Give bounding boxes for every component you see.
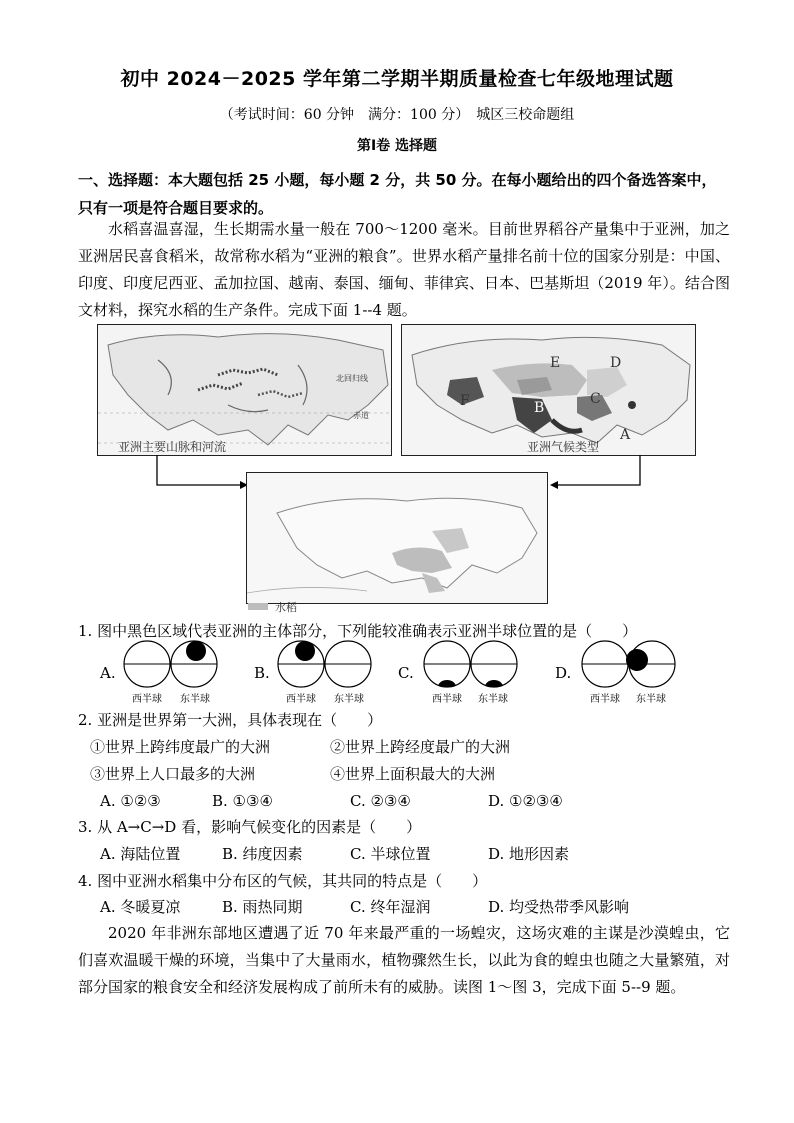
passage-rice: 水稻喜温喜湿，生长期需水量一般在 700～1200 毫米。目前世界稻谷产量集中于亚洲，加之亚洲居民喜食稻米，故常称水稻为“亚洲的粮食”。世界水稻产量排名前十位的国家分别是：中国、印度、印度尼西亚、孟加拉国、越南、泰国、缅甸、菲律宾、日本、巴基斯坦（2019 年）。结合图文材料，探究水稻的生产条件。完成下面 1--4 题。 (78, 220, 730, 319)
q2-item-3: ③世界上人口最多的大洲 (90, 765, 256, 783)
instructions: 一、选择题：本大题包括 25 小题，每小题 2 分，共 50 分。在每小题给出的四个备选答案中，只有一项是符合题目要求的。 (78, 171, 717, 217)
label-tropic: 北回归线 (336, 374, 368, 383)
asia-relief-illustration (98, 325, 391, 455)
q3-option-d: D. 地形因素 (488, 845, 570, 863)
q1-option-c-globes (422, 640, 518, 688)
page-title: 初中 2024－2025 学年第二学期半期质量检查七年级地理试题 (120, 68, 674, 90)
q1-option-c-label: C. (398, 664, 414, 682)
q1-option-b-globes (276, 640, 372, 688)
q1-option-d-label: D. (555, 664, 572, 682)
q1-b-east-label: 东半球 (334, 694, 364, 705)
climate-letter-d: D (610, 355, 622, 371)
question-2-stem: 2. 亚洲是世界第一大洲，具体表现在（ ） (78, 711, 383, 729)
q2-option-a: A. ①②③ (100, 792, 161, 810)
question-4-stem: 4. 图中亚洲水稻集中分布区的气候，其共同的特点是（ ） (78, 872, 488, 890)
exam-info: （考试时间：60 分钟 满分：100 分） 城区三校命题组 (219, 107, 575, 123)
question-1-stem: 1. 图中黑色区域代表亚洲的主体部分，下列能较准确表示亚洲半球位置的是（ ） (78, 622, 638, 640)
q4-option-c: C. 终年湿润 (350, 898, 431, 916)
climate-letter-b: B (534, 400, 545, 416)
left-map-caption: 亚洲主要山脉和河流 (118, 440, 227, 454)
q2-item-4: ④世界上面积最大的大洲 (330, 765, 496, 783)
asia-climate-illustration (402, 325, 695, 455)
climate-letter-f: F (460, 393, 470, 409)
q2-item-2: ②世界上跨经度最广的大洲 (330, 738, 511, 756)
q1-b-west-label: 西半球 (286, 694, 316, 705)
climate-letter-a: A (620, 427, 631, 443)
map-mountains-rivers (97, 324, 392, 456)
q3-option-b: B. 纬度因素 (222, 845, 303, 863)
label-equator: 赤道 (353, 411, 369, 420)
q4-option-b: B. 雨热同期 (222, 898, 303, 916)
q3-option-a: A. 海陆位置 (100, 845, 181, 863)
right-map-caption: 亚洲气候类型 (527, 440, 600, 454)
map-rice-distribution (246, 472, 548, 604)
q1-option-a-label: A. (100, 664, 116, 682)
q2-option-d: D. ①②③④ (488, 792, 563, 810)
q2-option-c: C. ②③④ (350, 792, 411, 810)
question-3-stem: 3. 从 A→C→D 看，影响气候变化的因素是（ ） (78, 818, 422, 836)
q2-item-1: ①世界上跨纬度最广的大洲 (90, 738, 271, 756)
legend-label-rice: 水稻 (275, 601, 297, 614)
q2-option-b: B. ①③④ (212, 792, 273, 810)
q1-option-d-globes (580, 640, 676, 688)
map-climate-types (401, 324, 696, 456)
passage-locust: 2020 年非洲东部地区遭遇了近 70 年来最严重的一场蝗灾，这场灾难的主谋是沙漠蝗虫，它们喜欢温暖干燥的环境，当集中了大量雨水，植物骤然生长，以此为食的蝗虫也随之大量繁殖，对部分国家的粮食安全和经济发展构成了前所未有的威胁。读图 1～图 3，完成下面 5--9 题。 (78, 924, 730, 996)
q1-d-east-label: 东半球 (636, 694, 666, 705)
legend-swatch-rice (248, 603, 268, 610)
climate-letter-c: C (590, 391, 601, 407)
asia-rice-illustration (247, 473, 547, 603)
q1-option-a-globes (122, 640, 218, 688)
q1-c-west-label: 西半球 (432, 694, 462, 705)
q4-option-d: D. 均受热带季风影响 (488, 898, 630, 916)
q3-option-c: C. 半球位置 (350, 845, 431, 863)
q1-option-b-label: B. (254, 664, 270, 682)
q1-d-west-label: 西半球 (590, 694, 620, 705)
q1-c-east-label: 东半球 (478, 694, 508, 705)
section-heading: 第Ⅰ卷 选择题 (356, 138, 438, 154)
q1-a-east-label: 东半球 (180, 694, 210, 705)
q4-option-a: A. 冬暖夏凉 (100, 898, 181, 916)
climate-letter-e: E (550, 355, 561, 371)
q1-a-west-label: 西半球 (132, 694, 162, 705)
